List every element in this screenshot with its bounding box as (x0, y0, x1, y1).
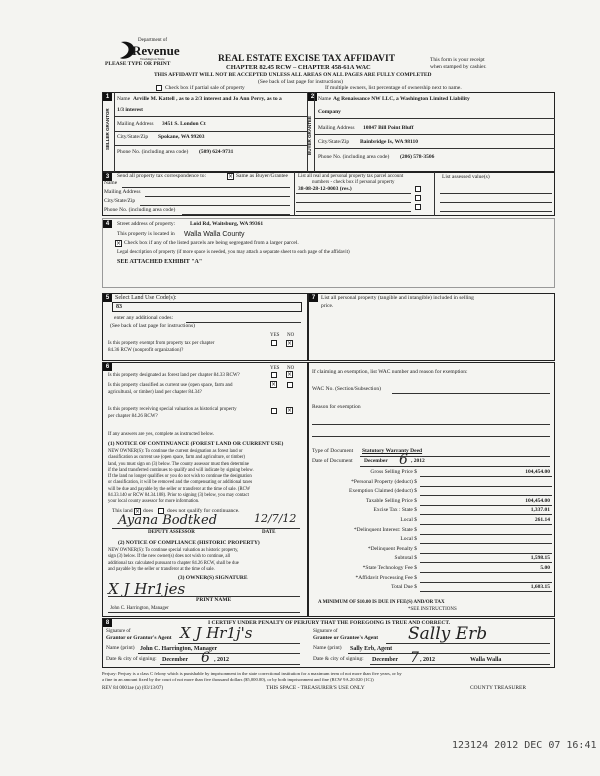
parcel-2-personal-checkbox[interactable] (415, 195, 421, 201)
exhibit-reference: SEE ATTACHED EXHIBIT "A" (117, 259, 203, 265)
receipt-note-2: when stamped by cashier. (430, 64, 487, 70)
section-7-badge: 7 (309, 294, 318, 302)
parcel-1-personal-checkbox[interactable] (415, 186, 421, 192)
tax-row-label: Excise Tax : State $ (373, 507, 417, 514)
owner-signature-title: (3) OWNER(S) SIGNATURE (178, 575, 248, 581)
tax-row-value: 1,337.01 (530, 507, 550, 514)
s3-phone-label: Phone No. (including area code) (104, 207, 176, 213)
tax-row-value: 261.14 (534, 516, 550, 523)
grantor-signature: X J Hr1j's (180, 624, 253, 642)
doc-type: Statutory Warranty Deed (362, 448, 423, 454)
notice-1-line: if the land transferred continues to qualify and will indicate by signing below. (108, 467, 254, 473)
grantor-sig-label-2: Grantor or Grantor's Agent (106, 635, 172, 641)
exempt-question-1: Is this property exempt from property tax per chapter (108, 341, 215, 346)
form-warning: THIS AFFIDAVIT WILL NOT BE ACCEPTED UNLESS ALL AREAS ON ALL PAGES ARE FULLY COMPLETED (154, 72, 432, 78)
deputy-assessor-label: DEPUTY ASSESSOR (148, 530, 195, 535)
wac-label: WAC No. (Section/Subsection) (312, 386, 381, 392)
classified-yes-checkbox[interactable]: × (271, 381, 277, 388)
tax-row (312, 564, 552, 574)
parcel-header-1: List all real and personal property tax parcel account (298, 174, 404, 179)
grantee-name-label: Name (print) (313, 645, 342, 651)
seller-city: Spokane, WA 99203 (158, 134, 205, 140)
land-use-see-back: (See back of last page for instructions) (110, 323, 195, 329)
tax-row (312, 516, 552, 526)
tax-row (312, 487, 552, 497)
historic-yes-checkbox[interactable] (271, 408, 277, 414)
grantor-name-label: Name (print) (106, 645, 135, 651)
please-type-label: PLEASE TYPE OR PRINT (105, 61, 171, 67)
tax-row (312, 545, 552, 555)
tax-computation-rows (312, 468, 552, 593)
grantee-date-day: 7 (410, 650, 419, 666)
section-4-badge: 4 (103, 220, 112, 228)
notice-1-line: or classification, it will be removed and the compensating or additional taxes (108, 480, 253, 486)
parcel-3-personal-checkbox[interactable] (415, 204, 421, 210)
personal-property-label-1: List all personal property (tangible and intangible) included in selling (321, 295, 474, 301)
tax-row-label: Gross Selling Price $ (370, 469, 417, 475)
seller-name: Arville M. Kattell , as to a 2/3 interest and Jo Ann Perry, as to a (133, 96, 282, 102)
buyer-city-label: City/State/Zip (318, 139, 350, 145)
grantor-date-day: 6 (201, 650, 210, 666)
seller-mailing: 3451 S. London Ct (162, 121, 206, 127)
tax-row-value: 5.00 (540, 564, 550, 571)
county-treasurer-label: COUNTY TREASURER (470, 685, 527, 691)
does-not-label: does not qualify for continuance. (167, 508, 240, 514)
owner-print-name: John C. Harrington, Manager (110, 606, 169, 611)
seller-name-label: Name (117, 96, 131, 102)
grantee-signature: Sally Erb (408, 624, 488, 644)
grantee-name: Sally Erb, Agent (350, 646, 393, 652)
section-2-badge: 2 (308, 93, 317, 101)
section-3-badge: 3 (103, 173, 112, 181)
s6-no-label: NO (287, 366, 295, 371)
buyer-name: Ag Renaissance NW LLC, a Washington Limited Liability (333, 96, 470, 102)
classified-no-checkbox[interactable] (287, 382, 293, 388)
grantee-date-month: December (372, 657, 398, 663)
section-5-badge: 5 (103, 294, 112, 302)
notice-1-line: classification as current use (open space, farm and agriculture, or timber) (108, 455, 245, 461)
does-qualify-checkbox[interactable]: × (135, 508, 141, 515)
owner-signature: X J Hr1jes (108, 580, 186, 598)
doc-type-label: Type of Document (312, 448, 354, 454)
parcel-number-1: 38-08-28-12-0003 (res.) (298, 186, 352, 192)
seller-name-cont: 1/3 interest (117, 107, 144, 113)
segregated-checkbox[interactable]: × (116, 240, 122, 247)
buyer-mailing-label: Mailing Address (318, 125, 355, 131)
parcel-header-2: numbers - check box if personal property (312, 180, 395, 185)
notice-1-title: (1) NOTICE OF CONTINUANCE (FOREST LAND OR CURRENT USE) (108, 441, 284, 447)
buyer-name-label: Name (318, 96, 332, 102)
street-address-label: Street address of property: (117, 221, 176, 227)
tax-row (312, 535, 552, 545)
assessor-date-label: DATE (262, 530, 276, 535)
buyer-name-cont: Company (318, 109, 341, 115)
notice-2-line: and payable by the seller or transferor at the time of sale. (108, 566, 215, 572)
tax-row (312, 526, 552, 536)
tax-row-label: *Affidavit Processing Fee $ (355, 574, 417, 581)
tax-row-label: Local $ (400, 536, 417, 543)
exempt-question-2: 84.36 RCW (nonprofit organization)? (108, 348, 184, 353)
perjury-note-1: Perjury: Perjury is a class C felony which is punishable by imprisonment in the state correctional institution for a maximum term of not more than five years, or by (102, 671, 402, 676)
notice-1-line: If the land no longer qualifies or you do not wish to continue the designation (108, 474, 252, 480)
same-as-buyer-label: Same as Buyer/Grantee (236, 173, 288, 179)
street-address: Loid Rd, Waitsburg, WA 99361 (190, 221, 264, 227)
legal-description-label: Legal description of property (if more space is needed, you may attach a separate sheet to each page of the affidavit) (117, 250, 350, 255)
s5-yes-label: YES (270, 333, 280, 338)
seller-phone-label: Phone No. (including area code) (117, 149, 189, 155)
tax-row-label: *Delinquent Penalty $ (367, 545, 417, 552)
section-6-badge: 6 (103, 363, 112, 371)
logo-dept-text: Department of (138, 38, 168, 43)
recording-stamp: 123124 2012 DEC 07 16:41 (452, 740, 597, 751)
notice-1-line: will be due and payable by the seller or transferor at the time of sale. (RCW (108, 486, 251, 492)
buyer-side-label: BUYER GRANTEE (307, 115, 312, 155)
historic-question-1: Is this property receiving special valuation as historical property (108, 407, 237, 412)
tax-row-value: 104,454.00 (525, 497, 550, 504)
partial-sale-label: Check box if partial sale of property (165, 85, 245, 91)
form-chapter: CHAPTER 82.45 RCW – CHAPTER 458-61A WAC (226, 64, 371, 71)
classified-question-2: agricultural, or timber) land per chapter 84.34? (108, 390, 202, 395)
tax-row (312, 554, 552, 564)
exempt-yes-checkbox[interactable] (271, 340, 277, 346)
tax-row-value: 1,603.15 (530, 584, 550, 591)
tax-row-label: *Personal Property (deduct) $ (351, 478, 417, 485)
form-title: REAL ESTATE EXCISE TAX AFFIDAVIT (218, 54, 396, 64)
seller-mailing-label: Mailing Address (117, 121, 154, 127)
this-land-label: This land (112, 508, 133, 514)
grantor-date-month: December (162, 657, 188, 663)
exemption-label: If claiming an exemption, list WAC number and reason for exemption: (312, 369, 468, 375)
grantor-date-year: , 2012 (214, 657, 229, 663)
logo-revenue-text: Revenue (132, 43, 180, 58)
located-in-label: This property is located in (117, 231, 175, 237)
notice-2-line: additional tax calculated pursuant to chapter 84.26 RCW, shall be due (108, 560, 239, 566)
perjury-note-2: a fine in an amount fixed by the court of not more than five thousand dollars ($5,000.00), or by both imprisonment and fine (RCW 9A.20.020 (1C)) (102, 677, 374, 682)
notice-2-title: (2) NOTICE OF COMPLIANCE (HISTORIC PROPERTY) (118, 540, 260, 546)
s3-mailing-label: Mailing Address (104, 189, 141, 195)
tax-row-label: Local $ (400, 516, 417, 523)
exempt-no-checkbox[interactable]: × (287, 340, 293, 347)
doc-date-day: 6 (399, 452, 408, 468)
notice-1-line: 84.33.140 or RCW 84.34.108). Prior to signing (3) below, you may contact (108, 493, 249, 499)
grantee-city: Walla Walla (470, 657, 502, 663)
land-use-code: 83 (116, 304, 122, 310)
historic-no-checkbox[interactable]: × (287, 407, 293, 414)
buyer-phone-label: Phone No. (including area code) (318, 154, 390, 160)
doc-date-year: , 2012 (411, 458, 425, 464)
buyer-mailing: 10847 Bill Point Bluff (363, 125, 414, 131)
logo-state-text: Washington State (140, 57, 165, 61)
rev-number: REV 84 0001ae (a) (03/13/07) (102, 686, 164, 691)
partial-sale-checkbox[interactable] (156, 85, 162, 91)
grantee-date-year: , 2012 (420, 657, 435, 663)
tax-row (312, 583, 552, 593)
classified-question-1: Is this property classified as current use (open space, farm and (108, 383, 233, 388)
notice-2-line: sign (3) below. If the new owner(s) does not wish to continue, all (108, 554, 231, 560)
personal-property-label-2: price. (321, 303, 334, 309)
tax-row (312, 497, 552, 507)
same-as-buyer-checkbox[interactable]: × (228, 173, 234, 180)
land-use-code-field[interactable] (112, 302, 302, 312)
buyer-phone: (206) 578-3506 (400, 154, 435, 160)
doc-date-label: Date of Document (312, 458, 353, 464)
assessor-signature: Ayana Bodtked (118, 513, 218, 528)
tax-row (312, 468, 552, 478)
see-instructions-note: *SEE INSTRUCTIONS (408, 607, 457, 612)
forest-no-checkbox[interactable]: × (287, 371, 293, 378)
reason-label: Reason for exemption (312, 404, 361, 410)
tax-row-label: *Delinquent Interest: State $ (353, 526, 417, 533)
notice-2-body (108, 548, 304, 573)
buyer-city: Bainbridge Is, WA 98110 (360, 139, 418, 145)
located-in-county: Walla Walla County (184, 231, 245, 238)
tax-row-label: *State Technology Fee $ (362, 564, 417, 571)
does-label: does (143, 508, 154, 514)
section-8-badge: 8 (103, 619, 112, 627)
notice-1-line: your local county assessor for more information. (108, 499, 200, 505)
tax-row-label: Taxable Selling Price $ (365, 497, 417, 504)
tax-row (312, 506, 552, 516)
doc-date-month: December (364, 458, 388, 464)
seller-city-label: City/State/Zip (117, 134, 149, 140)
tax-row-rule (420, 591, 552, 592)
receipt-note-1: This form is your receipt (430, 57, 485, 63)
print-name-label: PRINT NAME (196, 597, 232, 603)
land-use-label: Select Land Use Code(s): (115, 295, 177, 301)
grantee-sig-label-2: Grantee or Grantee's Agent (313, 635, 379, 641)
send-correspondence-label: Send all property tax correspondence to: (117, 173, 207, 179)
s3-name-label: Name (104, 180, 118, 186)
grantor-date-label: Date & city of signing: (106, 656, 157, 662)
assessor-date: 12/7/12 (254, 512, 297, 525)
tax-row-label: Subtotal $ (394, 555, 417, 562)
notice-2-line: NEW OWNER(S): To continue special valuation as historic property, (108, 548, 239, 553)
segregated-label: Check box if any of the listed parcels are being segregated from a larger parcel. (124, 240, 299, 246)
notice-1-line: land, you must sign on (3) below. The county assessor must then determine (108, 461, 249, 467)
grantee-sig-label-1: Signature of (313, 629, 338, 634)
grantor-name: John C. Harrington, Manager (140, 646, 218, 652)
section-1-badge: 1 (103, 93, 112, 101)
grantor-sig-label-1: Signature of (106, 629, 131, 634)
s3-city-label: City/State/Zip (104, 198, 136, 204)
if-yes-instruction: If any answers are yes, complete as instructed below. (108, 432, 215, 437)
tax-row-label: Total Due $ (391, 584, 417, 591)
tax-row-value: 1,598.15 (530, 555, 550, 562)
additional-codes-label: enter any additional codes: (114, 315, 174, 321)
certify-statement: I CERTIFY UNDER PENALTY OF PERJURY THAT THE FOREGOING IS TRUE AND CORRECT. (208, 620, 451, 626)
tax-row (312, 478, 552, 488)
forest-yes-checkbox[interactable] (271, 372, 277, 378)
forest-question: Is this property designated as forest land per chapter 84.33 RCW? (108, 373, 240, 378)
multiple-owners-note: If multiple owners, list percentage of ownership next to name. (325, 85, 462, 91)
seller-phone: (509) 624-9731 (199, 149, 234, 155)
personal-property-box (308, 293, 555, 361)
tax-row-value: 104,454.00 (525, 469, 550, 475)
treasurer-space-label: THIS SPACE - TREASURER'S USE ONLY (266, 685, 365, 691)
notice-1-body (108, 449, 304, 506)
tax-row (312, 574, 552, 584)
tax-row-label: Exemption Claimed (deduct) $ (349, 488, 417, 495)
minimum-due-note: A MINIMUM OF $10.00 IS DUE IN FEE(S) AND/OR TAX (318, 600, 445, 605)
s5-no-label: NO (287, 333, 295, 338)
instructions-note: (See back of last page for instructions) (258, 79, 343, 85)
grantee-date-label: Date & city of signing: (313, 656, 364, 662)
historic-question-2: per chapter 84.26 RCW? (108, 414, 158, 419)
s6-yes-label: YES (270, 366, 280, 371)
assessed-value-header: List assessed value(s) (442, 174, 490, 180)
notice-1-line: NEW OWNER(S): To continue the current designation as forest land or (108, 449, 243, 454)
seller-side-label: SELLER GRANTOR (105, 108, 110, 150)
